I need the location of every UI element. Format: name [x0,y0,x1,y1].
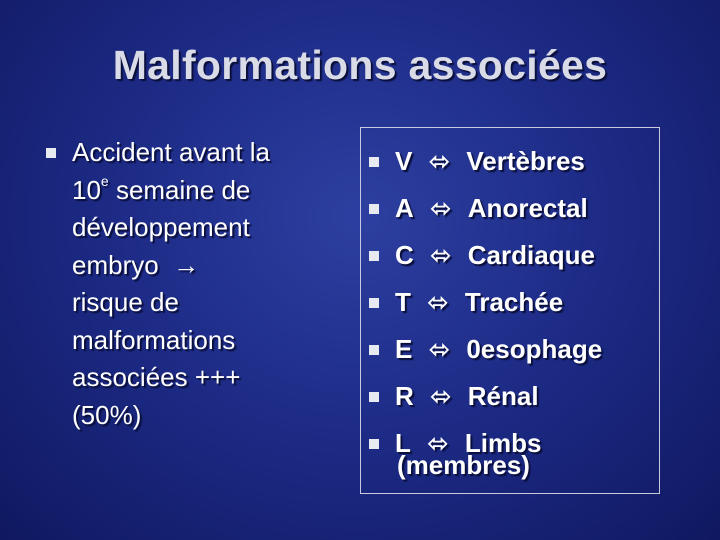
slide-title: Malformations associées [112,42,608,88]
acronym-meaning: Limbs [464,428,542,458]
vacterl-list [369,138,602,467]
left-line-2-rest: semaine de [108,174,251,205]
acronym-meaning: Trachée [464,287,564,317]
vacterl-item [369,138,602,185]
acronym-letter: E [395,334,413,364]
acronym-letter: C [395,240,414,270]
vacterl-box [360,127,660,494]
week-number: 10 [72,174,101,205]
square-bullet-icon [369,157,379,167]
acronym-letter: V [395,146,413,176]
acronym-meaning: Cardiaque [467,240,595,270]
limbs-continuation: (membres) [397,450,530,480]
double-arrow-icon: ⬄ [428,334,451,365]
left-bullet-block [42,134,342,434]
acronym-meaning: Anorectal [467,193,588,223]
acronym-letter: L [395,428,411,458]
vacterl-item [369,232,602,279]
left-bullet-text [72,134,342,434]
left-line-8: (50%) [72,399,142,430]
left-line-2 [72,172,342,210]
acronym-letter: T [395,287,411,317]
square-bullet-icon [369,392,379,402]
right-arrow-icon: → [173,249,200,280]
left-line-4 [72,247,342,285]
acronym-meaning: Vertèbres [466,146,585,176]
left-line-5: risque de [72,287,179,317]
vacterl-item [369,279,602,326]
double-arrow-icon: ⬄ [426,287,449,318]
week-superscript: e [100,172,109,189]
vacterl-item [369,326,602,373]
acronym-meaning: 0esophage [466,334,603,364]
square-bullet-icon [369,204,379,214]
acronym-letter: A [395,193,414,223]
square-bullet-icon [369,345,379,355]
vacterl-item [369,373,602,420]
left-line-1: Accident avant la [72,137,271,167]
square-bullet-icon [369,298,379,308]
acronym-meaning: Rénal [467,381,539,411]
double-arrow-icon: ⬄ [429,381,452,412]
vacterl-item [369,185,602,232]
square-bullet-icon [369,439,379,449]
double-arrow-icon: ⬄ [429,240,452,271]
double-arrow-icon: ⬄ [429,193,452,224]
double-arrow-icon: ⬄ [428,146,451,177]
double-arrow-icon: ⬄ [426,428,449,459]
square-bullet-icon [46,148,56,158]
acronym-letter: R [395,381,414,411]
square-bullet-icon [369,251,379,261]
left-line-6: malformations [72,324,236,355]
left-line-3: développement [72,212,250,242]
left-line-7: associées +++ [72,362,241,392]
left-line-4-text: embryo [72,249,159,280]
